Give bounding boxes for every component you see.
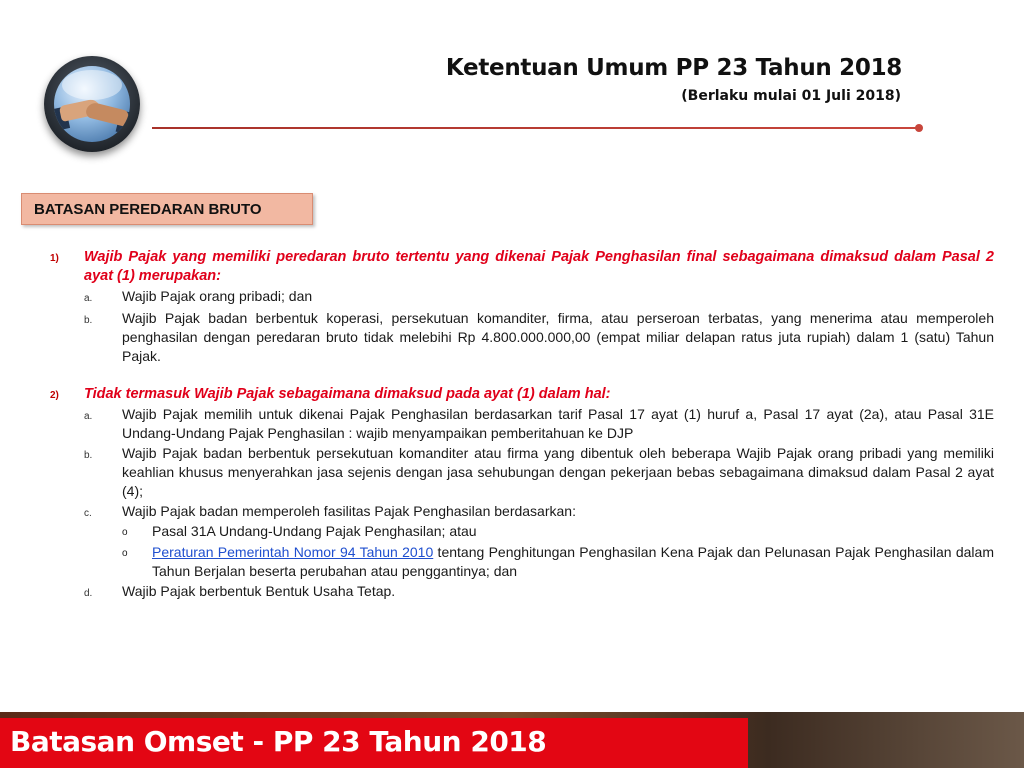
bullet-item [122, 522, 994, 542]
footer-title: Batasan Omset - PP 23 Tahun 2018 [10, 725, 547, 758]
list-letter: a. [84, 293, 93, 304]
list-text: Wajib Pajak orang pribadi; dan [122, 288, 313, 304]
section-1 [50, 248, 994, 366]
regulation-link[interactable]: Peraturan Pemerintah Nomor 94 Tahun 2010 [152, 544, 434, 560]
bullet-text: tentang Penghitungan Penghasilan Kena Pajak dan Pelunasan Pajak Penghasilan dalam Tahun Berjalan beserta perubahan atau penggantinya; dan [152, 544, 994, 579]
handshake-icon [44, 56, 140, 152]
list-letter: d. [84, 588, 93, 599]
circle-bullet-icon: o [122, 527, 128, 538]
list-text: Wajib Pajak memilih untuk dikenai Pajak Penghasilan berdasarkan tarif Pasal 17 ayat (1) huruf a, Pasal 17 ayat (2a), atau Pasal 31E Undang-Undang Pajak Penghasilan : wajib menyampaikan pemberitahuan ke DJP [122, 406, 994, 441]
list-letter: b. [84, 450, 93, 461]
divider-dot [915, 124, 923, 132]
section-lead: Tidak termasuk Wajib Pajak sebagaimana dimaksud pada ayat (1) dalam hal: [84, 386, 611, 402]
page-subtitle: (Berlaku mulai 01 Juli 2018) [681, 88, 901, 104]
list-text: Wajib Pajak badan berbentuk koperasi, persekutuan komanditer, firma, atau perseroan terbatas, yang menerima atau memperoleh penghasilan dengan peredaran bruto tidak melebihi Rp 4.800.000.000,00 (empat miliar delapan ratus juta rupiah) dalam 1 (satu) Tahun Pajak. [122, 310, 994, 364]
hand-right [85, 101, 130, 127]
section-number: 2) [50, 390, 59, 401]
list-letter: b. [84, 315, 93, 326]
bullet-item [122, 543, 994, 581]
header-divider [152, 127, 918, 129]
list-item [84, 405, 994, 443]
list-text: Wajib Pajak badan memperoleh fasilitas Pajak Penghasilan berdasarkan: [122, 503, 576, 519]
section-badge: BATASAN PEREDARAN BRUTO [21, 193, 313, 225]
content-body [50, 248, 994, 603]
list-item [84, 287, 994, 308]
list-text: Wajib Pajak badan berbentuk persekutuan komanditer atau firma yang dibentuk oleh beberapa Wajib Pajak orang pribadi yang memiliki keahlian khusus menyerahkan jasa sejenis dengan jasa sehubungan dengan pekerjaan bebas sebagaimana dimaksud dalam Pasal 2 ayat (4); [122, 445, 994, 499]
logo-globe [54, 66, 130, 142]
section-2 [50, 385, 994, 603]
list-item [84, 582, 994, 603]
list-letter: c. [84, 508, 92, 519]
bullet-text: Pasal 31A Undang-Undang Pajak Penghasilan; atau [152, 523, 477, 539]
list-text: Wajib Pajak berbentuk Bentuk Usaha Tetap. [122, 583, 396, 599]
logo-shine [62, 70, 122, 100]
circle-bullet-icon: o [122, 548, 128, 559]
section-number: 1) [50, 253, 59, 264]
list-item [84, 309, 994, 366]
list-letter: a. [84, 411, 93, 422]
section-lead: Wajib Pajak yang memiliki peredaran bruto tertentu yang dikenai Pajak Penghasilan final sebagaimana dimaksud dalam Pasal 2 ayat (1) merupakan: [84, 249, 994, 284]
list-item [84, 502, 994, 581]
page-title: Ketentuan Umum PP 23 Tahun 2018 [445, 55, 902, 81]
list-item [84, 444, 994, 501]
